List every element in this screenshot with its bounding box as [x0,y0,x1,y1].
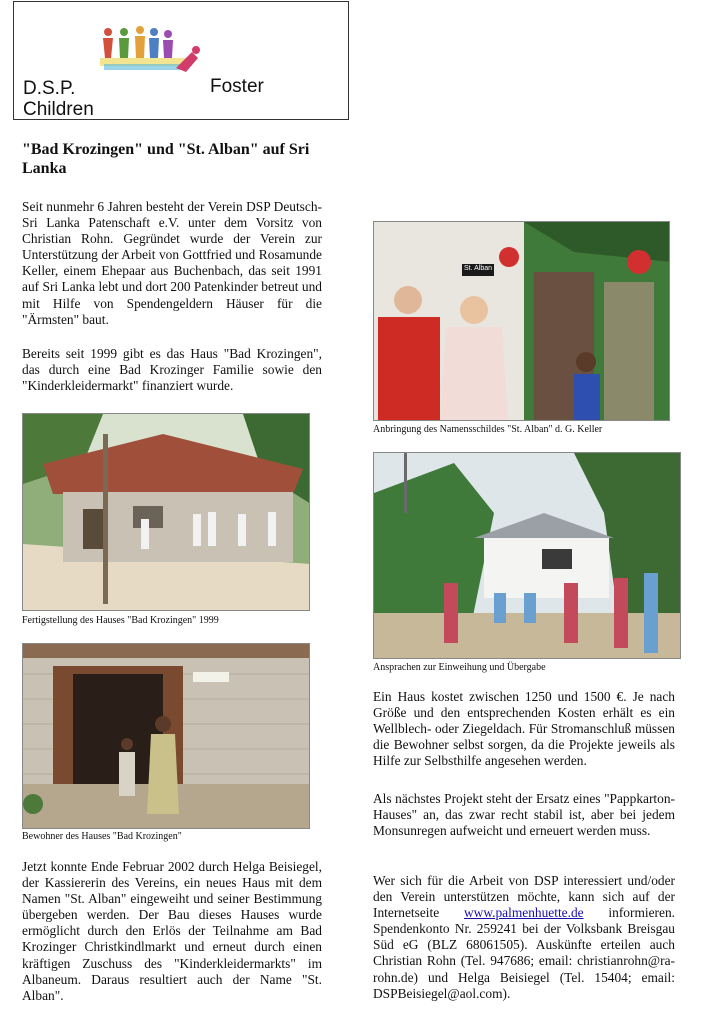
header-org: D.S.P. [23,78,76,99]
caption-ceremony: Ansprachen zur Einweihung und Übergabe [373,662,546,673]
website-link[interactable]: www.palmenhuette.de [464,905,584,921]
paragraph-intro: Seit nunmehr 6 Jahren besteht der Verein DSP Deutsch-Sri Lanka Patenschaft e.V. unter dem Vorsitz von Christian Rohn. Gegründet wurde der Verein zur Unterstützung der Arbeit von Gottfried und Rosamunde Keller, einem Ehepaar aus Buchenbach, das seit 1991 auf Sri Lanka lebt und dort 200 Patenkinder betreut und mit Hilfe von Spendengeldern Häuser für die "Ärmsten" baut. [22,199,322,327]
header-box [13,1,349,120]
photo-residents [22,643,310,829]
photo-house-1999 [22,413,310,611]
dsp-logo-icon [94,24,214,86]
caption-nameplate: Anbringung des Namensschildes "St. Alban" d. G. Keller [373,424,603,435]
caption-house-1999: Fertigstellung des Hauses "Bad Krozingen" 1999 [22,615,219,626]
nameplate-image [374,222,670,421]
caption-residents: Bewohner des Hauses "Bad Krozingen" [22,831,182,842]
contact-text-after: informieren. Spendenkonto Nr. 259241 bei der Volksbank Breisgau Süd eG (BLZ 68061505). Auskünfte erteilen auch Christian Rohn (Tel. 947686; email: christianrohn@ra-rohn.de) und Helga Beisiegel (Tel. 15404; email: DSPBeisiegel@aol.com). [373,905,675,1001]
header-foster: Foster [210,76,264,97]
residents-image [23,644,310,829]
contact-text-before: Wer sich für die Arbeit von DSP interessiert und/oder den Verein unterstützen möchte, kann sich auf der Internetseite [373,873,675,921]
photo-ceremony [373,452,681,659]
article-title: "Bad Krozingen" und "St. Alban" auf Sri Lanka [22,141,310,177]
photo-nameplate [373,221,670,421]
house-1999-image [23,414,310,611]
paragraph-house-cost: Ein Haus kostet zwischen 1250 und 1500 €. Je nach Größe und den entsprechenden Kosten erhält es ein Wellblech- oder Ziegeldach. Für Stromanschluß müssen die Bewohner selbst sorgen, da die Projekte jeweils als Hilfe zur Selbsthilfe angesehen werden. [373,689,675,769]
paragraph-bad-krozingen: Bereits seit 1999 gibt es das Haus "Bad Krozingen", das durch eine Bad Krozinger Familie sowie den "Kinderkleidermarkt" finanziert wurde. [22,346,322,394]
paragraph-st-alban: Jetzt konnte Ende Februar 2002 durch Helga Beisiegel, der Kassiererin des Vereins, ein neues Haus mit dem Namen "St. Alban" eingeweiht und seiner Bestimmung übergeben werden. Der Bau dieses Hauses wurde ermöglicht durch den Erlös der Teilnahme am Bad Krozinger Christkindlmarkt und erneut durch einen kräftigen Zuschuss des "Kinderkleidermarkts" im Albaneum. Daraus resultiert auch der Name "St. Alban". [22,859,322,1003]
ceremony-image [374,453,681,659]
st-alban-sign: St. Alban [464,265,493,272]
paragraph-contact [373,873,675,1002]
paragraph-next-project: Als nächstes Projekt steht der Ersatz eines "Pappkarton-Hauses" an, das zwar recht stabil ist, aber bei jedem Monsunregen aufweicht und erneuert werden muss. [373,791,675,839]
header-children: Children [23,99,94,120]
